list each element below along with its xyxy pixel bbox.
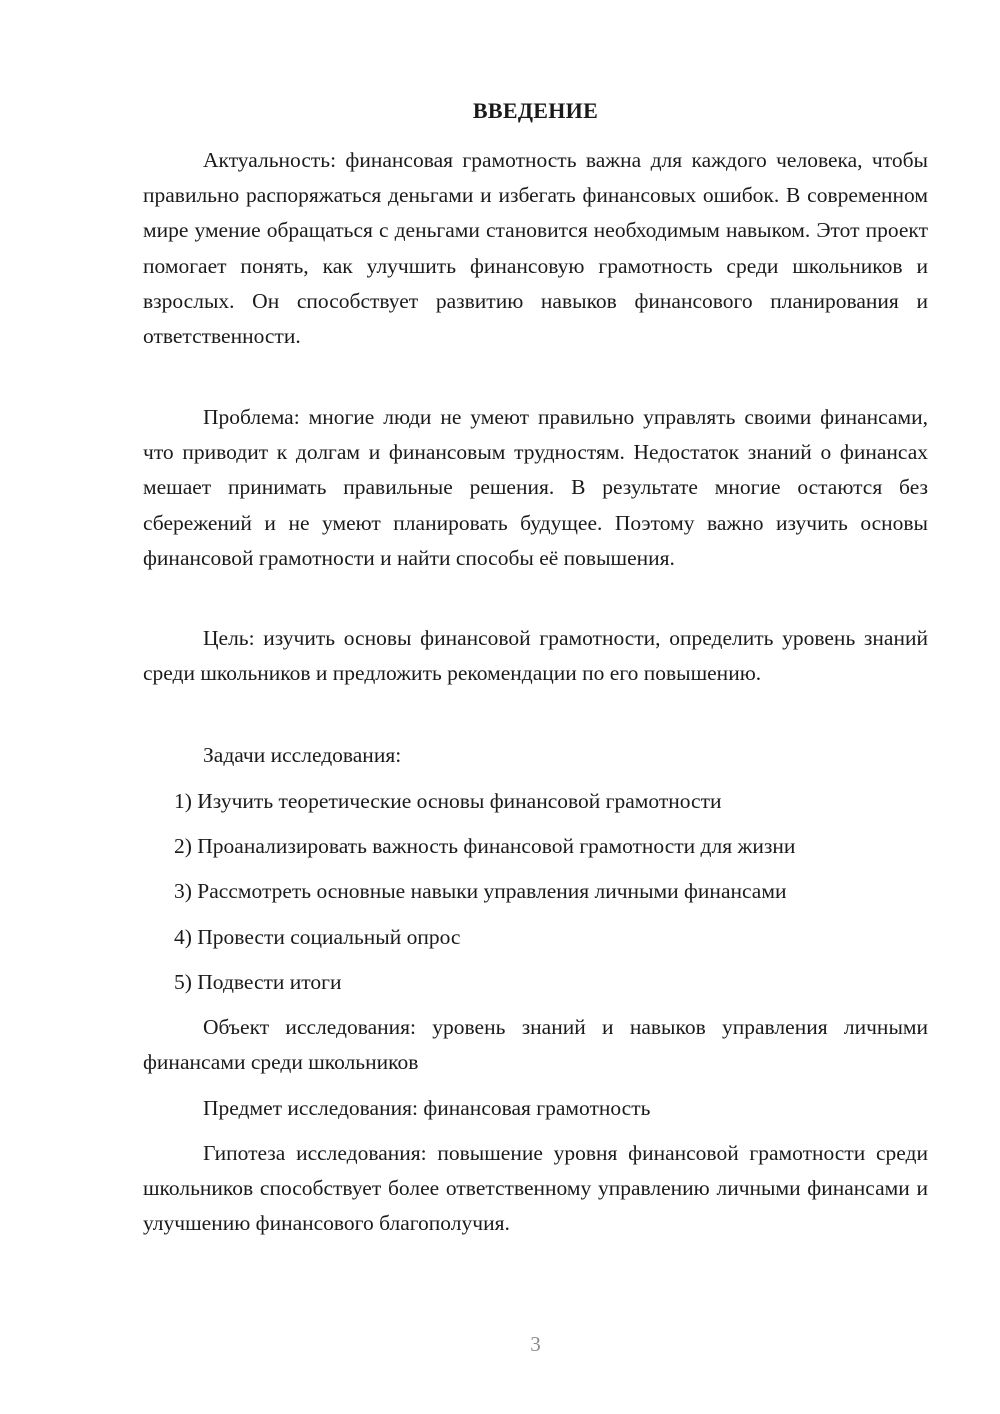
page-number: 3: [530, 1332, 541, 1356]
problem-paragraph: Проблема: многие люди не умеют правильно управлять своими финансами, что приводит к долгам и финансовым трудностям. Недостаток знаний о финансах мешает принимать правильные решения. В результате многие остаются без сбережений и не умеют планировать будущее. Поэтому важно изучить основы финансовой грамотности и найти способы её повышения.: [143, 405, 928, 570]
subject-paragraph: Предмет исследования: финансовая грамотность: [203, 1096, 651, 1120]
object-paragraph: Объект исследования: уровень знаний и навыков управления личными финансами среди школьников: [143, 1015, 928, 1075]
hypothesis-paragraph: Гипотеза исследования: повышение уровня финансовой грамотности среди школьников способствует более ответственному управлению личными финансами и улучшению финансового благополучия.: [143, 1141, 928, 1236]
task-item-4: 4) Провести социальный опрос: [174, 925, 461, 949]
tasks-heading: Задачи исследования:: [203, 743, 402, 767]
task-item-1: 1) Изучить теоретические основы финансовой грамотности: [174, 789, 722, 813]
relevance-paragraph: Актуальность: финансовая грамотность важна для каждого человека, чтобы правильно распоряжаться деньгами и избегать финансовых ошибок. В современном мире умение обращаться с деньгами становится необходимым навыком. Этот проект помогает понять, как улучшить финансовую грамотность среди школьников и взрослых. Он способствует развитию навыков финансового планирования и ответственности.: [143, 148, 928, 349]
page-title: ВВЕДЕНИЕ: [472, 98, 599, 123]
goal-paragraph: Цель: изучить основы финансовой грамотности, определить уровень знаний среди школьников и предложить рекомендации по его повышению.: [143, 626, 928, 686]
task-item-2: 2) Проанализировать важность финансовой грамотности для жизни: [174, 834, 796, 858]
task-item-3: 3) Рассмотреть основные навыки управления личными финансами: [174, 879, 787, 903]
task-item-5: 5) Подвести итоги: [174, 970, 342, 994]
